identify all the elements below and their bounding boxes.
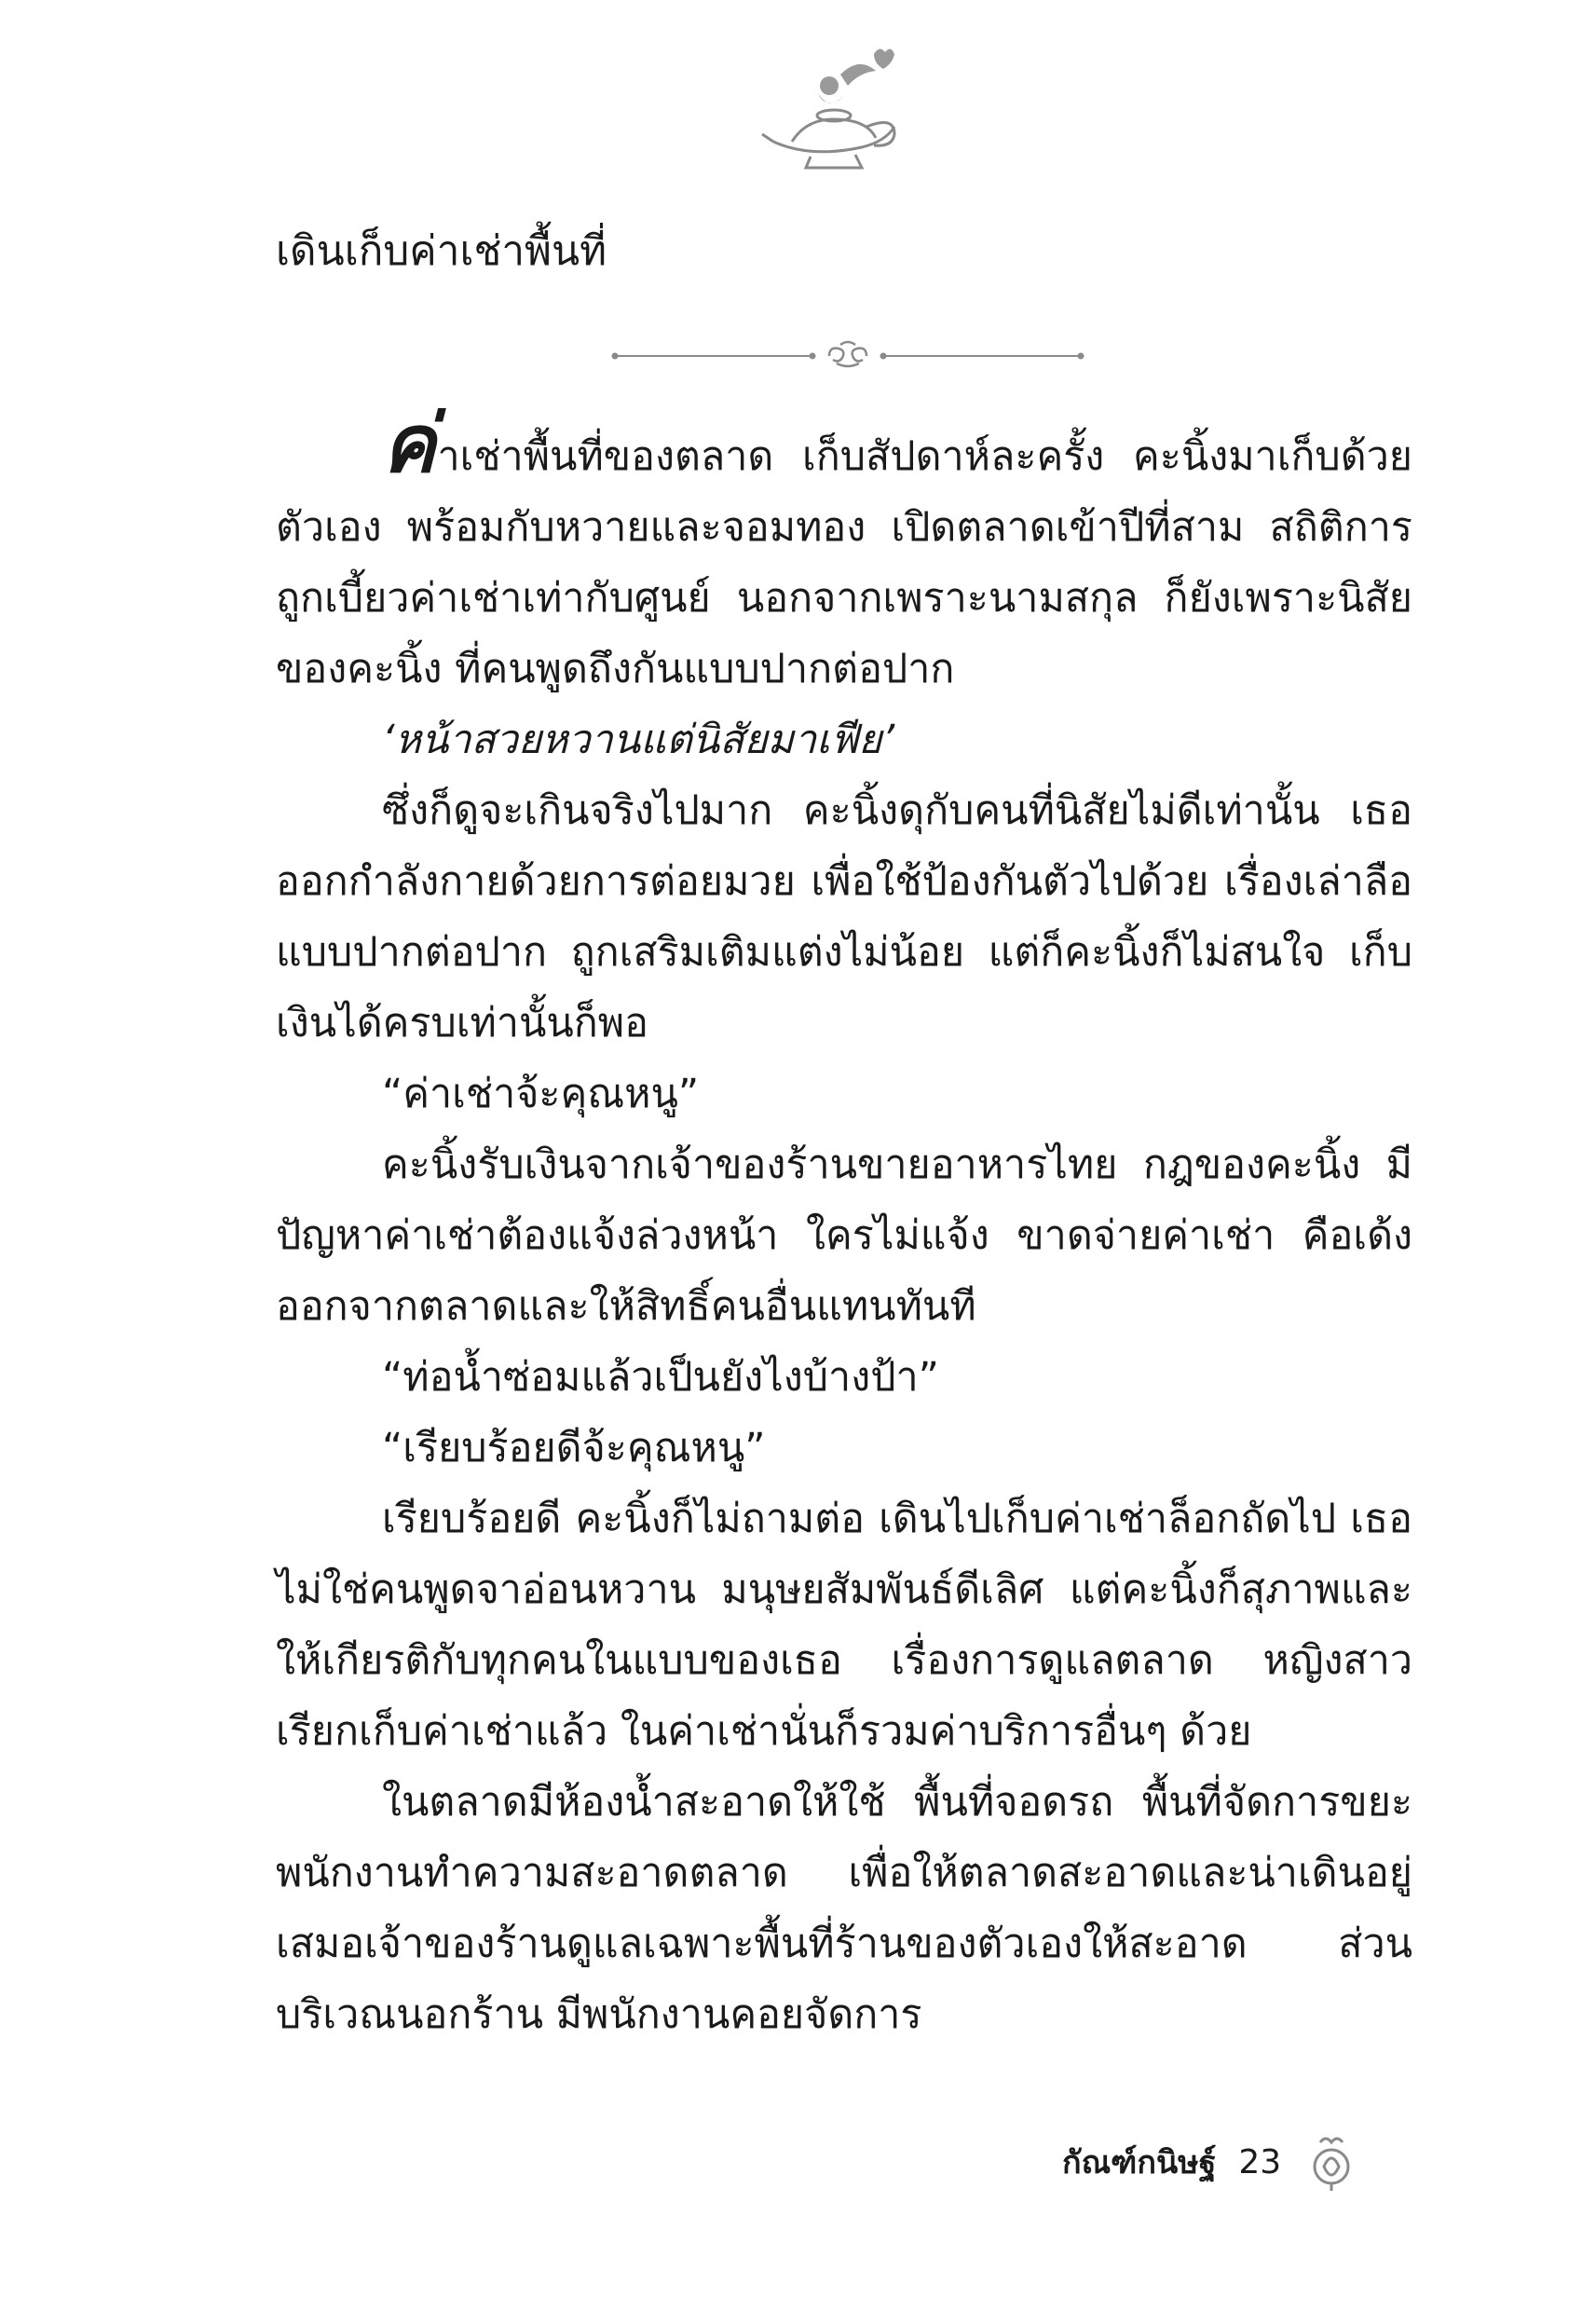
- paragraph-text: าเช่าพื้นที่ของตลาด เก็บสัปดาห์ละครั้ง คะนิ้งมาเก็บด้วยตัวเอง พร้อมกับหวายและจอมทอง เปิดตลาดเข้าปีที่สาม สถิติการถูกเบี้ยวค่าเช่าเท่ากับศูนย์ นอกจากเพราะนามสกุล ก็ยังเพราะนิสัยของคะนิ้ง ที่คนพูดถึงกันแบบปากต่อปาก: [276, 433, 1412, 692]
- genie-lamp-cupid-icon: [755, 37, 913, 177]
- italic-quote: ‘หน้าสวยหวานแต่นิสัยมาเฟีย’: [382, 717, 895, 763]
- paragraph: เรียบร้อยดี คะนิ้งก็ไม่ถามต่อ เดินไปเก็บค่าเช่าล็อกถัดไป เธอไม่ใช่คนพูดจาอ่อนหวาน มนุษยสัมพันธ์ดีเลิศ แต่คะนิ้งก็สุภาพและให้เกียรติกับทุกคนในแบบของเธอ เรื่องการดูแลตลาด หญิงสาวเรียกเก็บค่าเช่าแล้ว ในค่าเช่านั่นก็รวมค่าบริการอื่นๆ ด้วย: [276, 1496, 1412, 1755]
- chapter-body: [276, 398, 1412, 2050]
- dialogue-line: “ท่อน้ำซ่อมแล้วเป็นยังไงบ้างป้า”: [382, 1354, 939, 1401]
- previous-section-tail: เดินเก็บค่าเช่าพื้นที่: [276, 227, 607, 275]
- dialogue-line: “ค่าเช่าจ้ะคุณหนู”: [382, 1071, 700, 1117]
- paragraph: คะนิ้งรับเงินจากเจ้าของร้านขายอาหารไทย กฎของคะนิ้ง มีปัญหาค่าเช่าต้องแจ้งล่วงหน้า ใครไม่แจ้ง ขาดจ่ายค่าเช่า คือเด้งออกจากตลาดและให้สิทธิ์คนอื่นแทนทันที: [276, 1142, 1412, 1330]
- page-number: 23: [1238, 2142, 1282, 2181]
- paragraph: ซึ่งก็ดูจะเกินจริงไปมาก คะนิ้งดุกับคนที่นิสัยไม่ดีเท่านั้น เธอออกกำลังกายด้วยการต่อยมวย เพื่อใช้ป้องกันตัวไปด้วย เรื่องเล่าลือแบบปากต่อปาก ถูกเสริมเติมแต่งไม่น้อย แต่ก็คะนิ้งก็ไม่สนใจ เก็บเงินได้ครบเท่านั้นก็พอ: [276, 787, 1412, 1046]
- book-title: กัณฑ์กนิษฐ์: [1062, 2144, 1217, 2181]
- drop-cap: ค่: [382, 398, 436, 491]
- page-footer: [1062, 2134, 1359, 2190]
- paragraph-opening: [276, 398, 1412, 704]
- scroll-divider-icon: [606, 337, 1090, 375]
- lamp-ring-icon: [1303, 2129, 1359, 2195]
- dialogue-line: “เรียบร้อยดีจ้ะคุณหนู”: [382, 1425, 766, 1471]
- paragraph: ในตลาดมีห้องน้ำสะอาดให้ใช้ พื้นที่จอดรถ พื้นที่จัดการขยะพนักงานทำความสะอาดตลาด เพื่อให้ตลาดสะอาดและน่าเดินอยู่เสมอเจ้าของร้านดูแลเฉพาะพื้นที่ร้านของตัวเองให้สะอาด ส่วนบริเวณนอกร้าน มีพนักงานคอยจัดการ: [276, 1779, 1412, 2038]
